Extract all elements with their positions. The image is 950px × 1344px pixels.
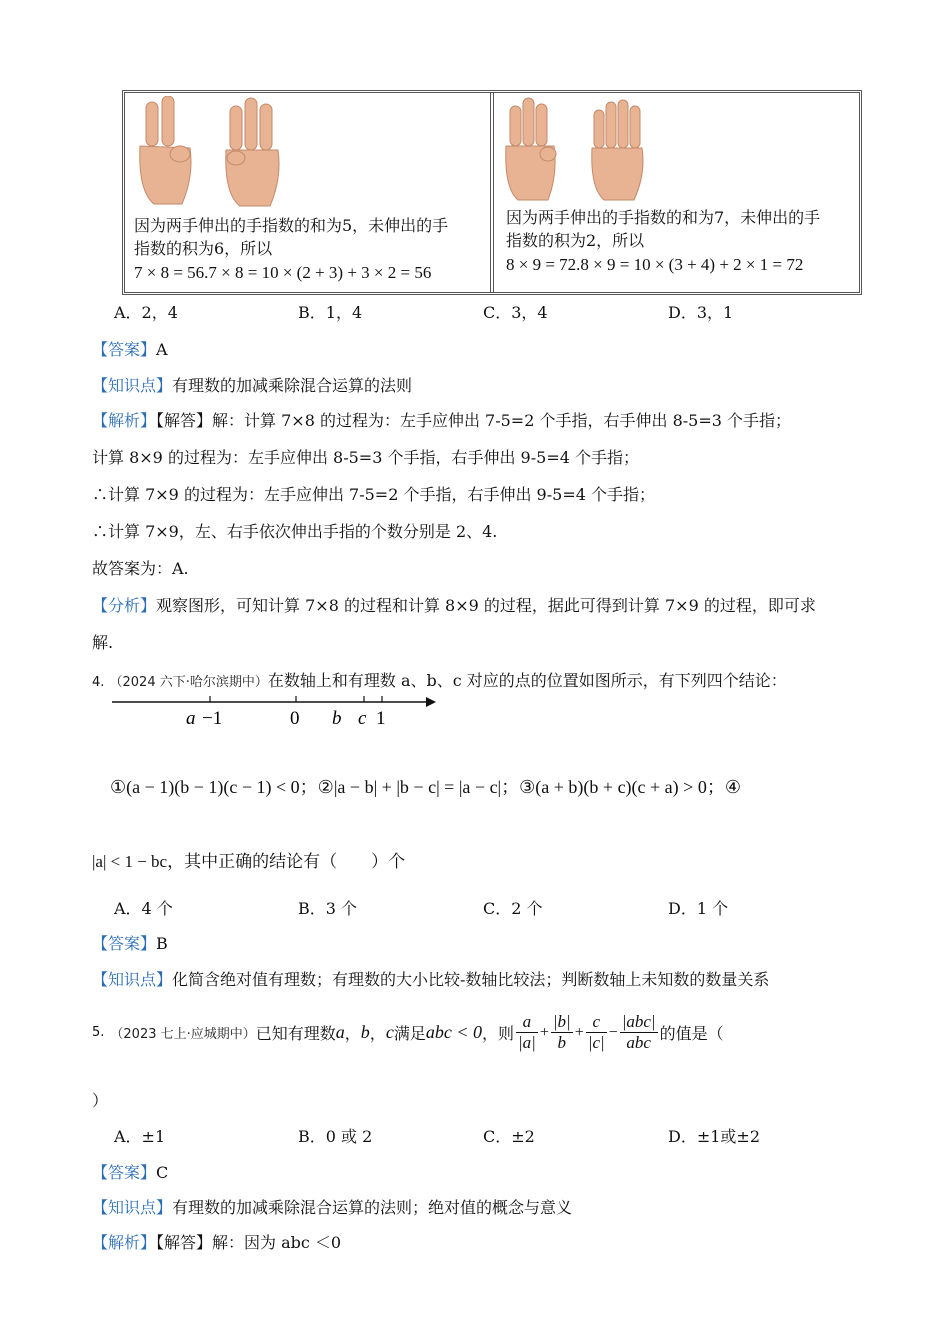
q4-conclusions: ①(a − 1)(b − 1)(c − 1) < 0；②|a − b| + |b − c| = |a − c|；③(a + b)(b + c)(c + a) > 0；④: [110, 777, 741, 797]
q5-close-paren: ）: [92, 1091, 109, 1110]
fraction-4: $\frac{\text{|abc|}}{\text{abc}}$: [621, 1012, 656, 1052]
q4-answer: 【答案】B: [92, 934, 168, 953]
fraction-2: $\frac{|b|}{b}$: [552, 1012, 571, 1052]
q5-analysis: 【解析】【解答】解：因为 abc ＜0: [92, 1233, 342, 1252]
q4-option-d: D．1 个: [668, 899, 729, 918]
q3-option-a: A．2，4: [114, 303, 178, 322]
q3-answer: 【答案】A: [92, 340, 168, 359]
hand-eight-nine-image: [504, 96, 654, 204]
q4-option-c: C．2 个: [483, 899, 543, 918]
q3-option-c: C．3，4: [483, 303, 548, 322]
q3-analysis-line3: ∴计算 7×9 的过程为：左手应伸出 7-5=2 个手指，右手伸出 9-5=4 个手指；: [92, 485, 655, 504]
q5-knowledge: 【知识点】有理数的加减乘除混合运算的法则；绝对值的概念与意义: [92, 1198, 573, 1217]
q5-option-d: D．±1或±2: [668, 1127, 761, 1146]
q3-knowledge: 【知识点】有理数的加减乘除混合运算的法则: [92, 376, 413, 395]
q4-knowledge: 【知识点】化简含绝对值有理数；有理数的大小比较-数轴比较法；判断数轴上未知数的数量关系: [92, 970, 770, 989]
fraction-3: $\frac{c}{|c|}$: [587, 1012, 605, 1052]
q3-analysis-line5: 故答案为：A.: [92, 559, 189, 578]
q5-stem: 5. （2023 七上·应城期中） 已知有理数 a ， b ， c 满足 abc < 0 ，则 $\frac{a}{|a|}$ + $\frac{|b|}{b}$ + $\frac{c}{|c|}$ − $\frac{\text{|abc|}}{\text{abc}}$ 的值是（: [92, 1012, 724, 1052]
q5-option-a: A．±1: [114, 1127, 166, 1146]
q5-option-b: B．0 或 2: [298, 1127, 373, 1146]
hand-seven-eight-image: [132, 96, 292, 208]
q3-option-d: D．3，1: [668, 303, 734, 322]
number-line: [110, 692, 440, 734]
q3-option-b: B．1，4: [298, 303, 363, 322]
figure-divider: [490, 92, 494, 293]
right-panel-formula: 8 × 9 = 72.8 × 9 = 10 × (3 + 4) + 2 × 1 = 72: [506, 255, 804, 274]
q3-analysis-line4: ∴计算 7×9，左、右手依次伸出手指的个数分别是 2、4.: [92, 522, 498, 541]
q4-option-b: B．3 个: [298, 899, 358, 918]
q4-option-a: A．4 个: [114, 899, 173, 918]
left-panel-formula: 7 × 8 = 56.7 × 8 = 10 × (2 + 3) + 3 × 2 = 56: [134, 263, 432, 282]
right-panel-line2: 指数的积为2，所以: [506, 231, 645, 250]
q3-fenxi-line2: 解.: [92, 633, 114, 652]
axis-label-neg1: −1: [202, 708, 223, 729]
fraction-1: $\frac{a}{|a|}$: [517, 1012, 536, 1052]
axis-label-b: b: [332, 708, 342, 729]
q5-answer: 【答案】C: [92, 1163, 169, 1182]
left-panel-line1: 因为两手伸出的手指数的和为5，未伸出的手: [134, 216, 449, 235]
q3-analysis-line2: 计算 8×9 的过程为：左手应伸出 8-5=3 个手指，右手伸出 9-5=4 个手指；: [92, 448, 639, 467]
right-panel-line1: 因为两手伸出的手指数的和为7，未伸出的手: [506, 208, 821, 227]
axis-label-1: 1: [376, 708, 386, 729]
axis-label-c: c: [358, 708, 367, 729]
axis-label-0: 0: [290, 708, 300, 729]
axis-label-a: a: [186, 708, 196, 729]
q4-conclusion4: |a| < 1 − bc，其中正确的结论有（ ）个: [92, 852, 406, 871]
q5-option-c: C．±2: [483, 1127, 535, 1146]
left-panel-line2: 指数的积为6，所以: [134, 239, 273, 258]
q4-stem: 4. （2024 六下·哈尔滨期中）在数轴上和有理数 a、b、c 对应的点的位置如图所示，有下列四个结论：: [92, 671, 787, 690]
q3-fenxi: 【分析】观察图形，可知计算 7×8 的过程和计算 8×9 的过程，据此可得到计算 7×9 的过程，即可求: [92, 596, 816, 615]
q3-analysis-line1: 【解析】【解答】解：计算 7×8 的过程为：左手应伸出 7-5=2 个手指，右手伸出 8-5=3 个手指；: [92, 411, 792, 430]
